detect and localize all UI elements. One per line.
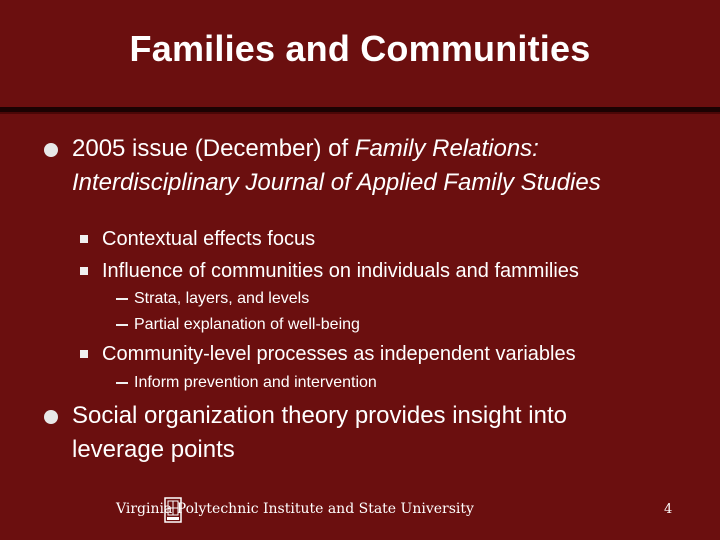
vt-seal-icon bbox=[163, 496, 183, 526]
sub-sub-bullet-1-3-1 bbox=[134, 371, 694, 395]
footer-institution: Virginia Polytechnic Institute and State University bbox=[116, 501, 474, 517]
square-bullet-icon bbox=[80, 235, 88, 243]
dash-bullet-icon bbox=[116, 298, 128, 300]
square-bullet-icon bbox=[80, 267, 88, 275]
round-bullet-icon bbox=[44, 143, 58, 157]
bullet-1 bbox=[72, 132, 672, 200]
sub-bullet-1-1 bbox=[102, 225, 702, 253]
dash-bullet-icon bbox=[116, 324, 128, 326]
sub-bullet-1-3-text: Community-level processes as independent variables bbox=[102, 343, 576, 365]
page-number: 4 bbox=[664, 502, 673, 517]
slide-title: Families and Communities bbox=[129, 28, 591, 69]
square-bullet-icon bbox=[80, 350, 88, 358]
sub-bullet-1-2-text: Influence of communities on individuals and fammilies bbox=[102, 260, 579, 282]
title-rule-shadow bbox=[0, 112, 720, 114]
sub-bullet-1-3 bbox=[102, 340, 702, 368]
sub-sub-bullet-1-2-1 bbox=[134, 287, 694, 311]
bullet-1-journal: Family Relations: Interdisciplinary Journal of Applied Family Studies bbox=[72, 135, 601, 196]
sub-sub-bullet-1-2-2-text: Partial explanation of well-being bbox=[134, 316, 360, 333]
dash-bullet-icon bbox=[116, 382, 128, 384]
sub-sub-bullet-1-2-2 bbox=[134, 313, 694, 337]
sub-sub-bullet-1-2-1-text: Strata, layers, and levels bbox=[134, 290, 310, 307]
bullet-1-text: 2005 issue (December) of bbox=[72, 135, 355, 162]
bullet-2-text: Social organization theory provides insight into leverage points bbox=[72, 402, 567, 463]
bullet-2 bbox=[72, 399, 662, 467]
sub-bullet-1-1-text: Contextual effects focus bbox=[102, 228, 316, 250]
round-bullet-icon bbox=[44, 410, 58, 424]
sub-sub-bullet-1-3-1-text: Inform prevention and intervention bbox=[134, 374, 377, 391]
sub-bullet-1-2 bbox=[102, 257, 702, 285]
